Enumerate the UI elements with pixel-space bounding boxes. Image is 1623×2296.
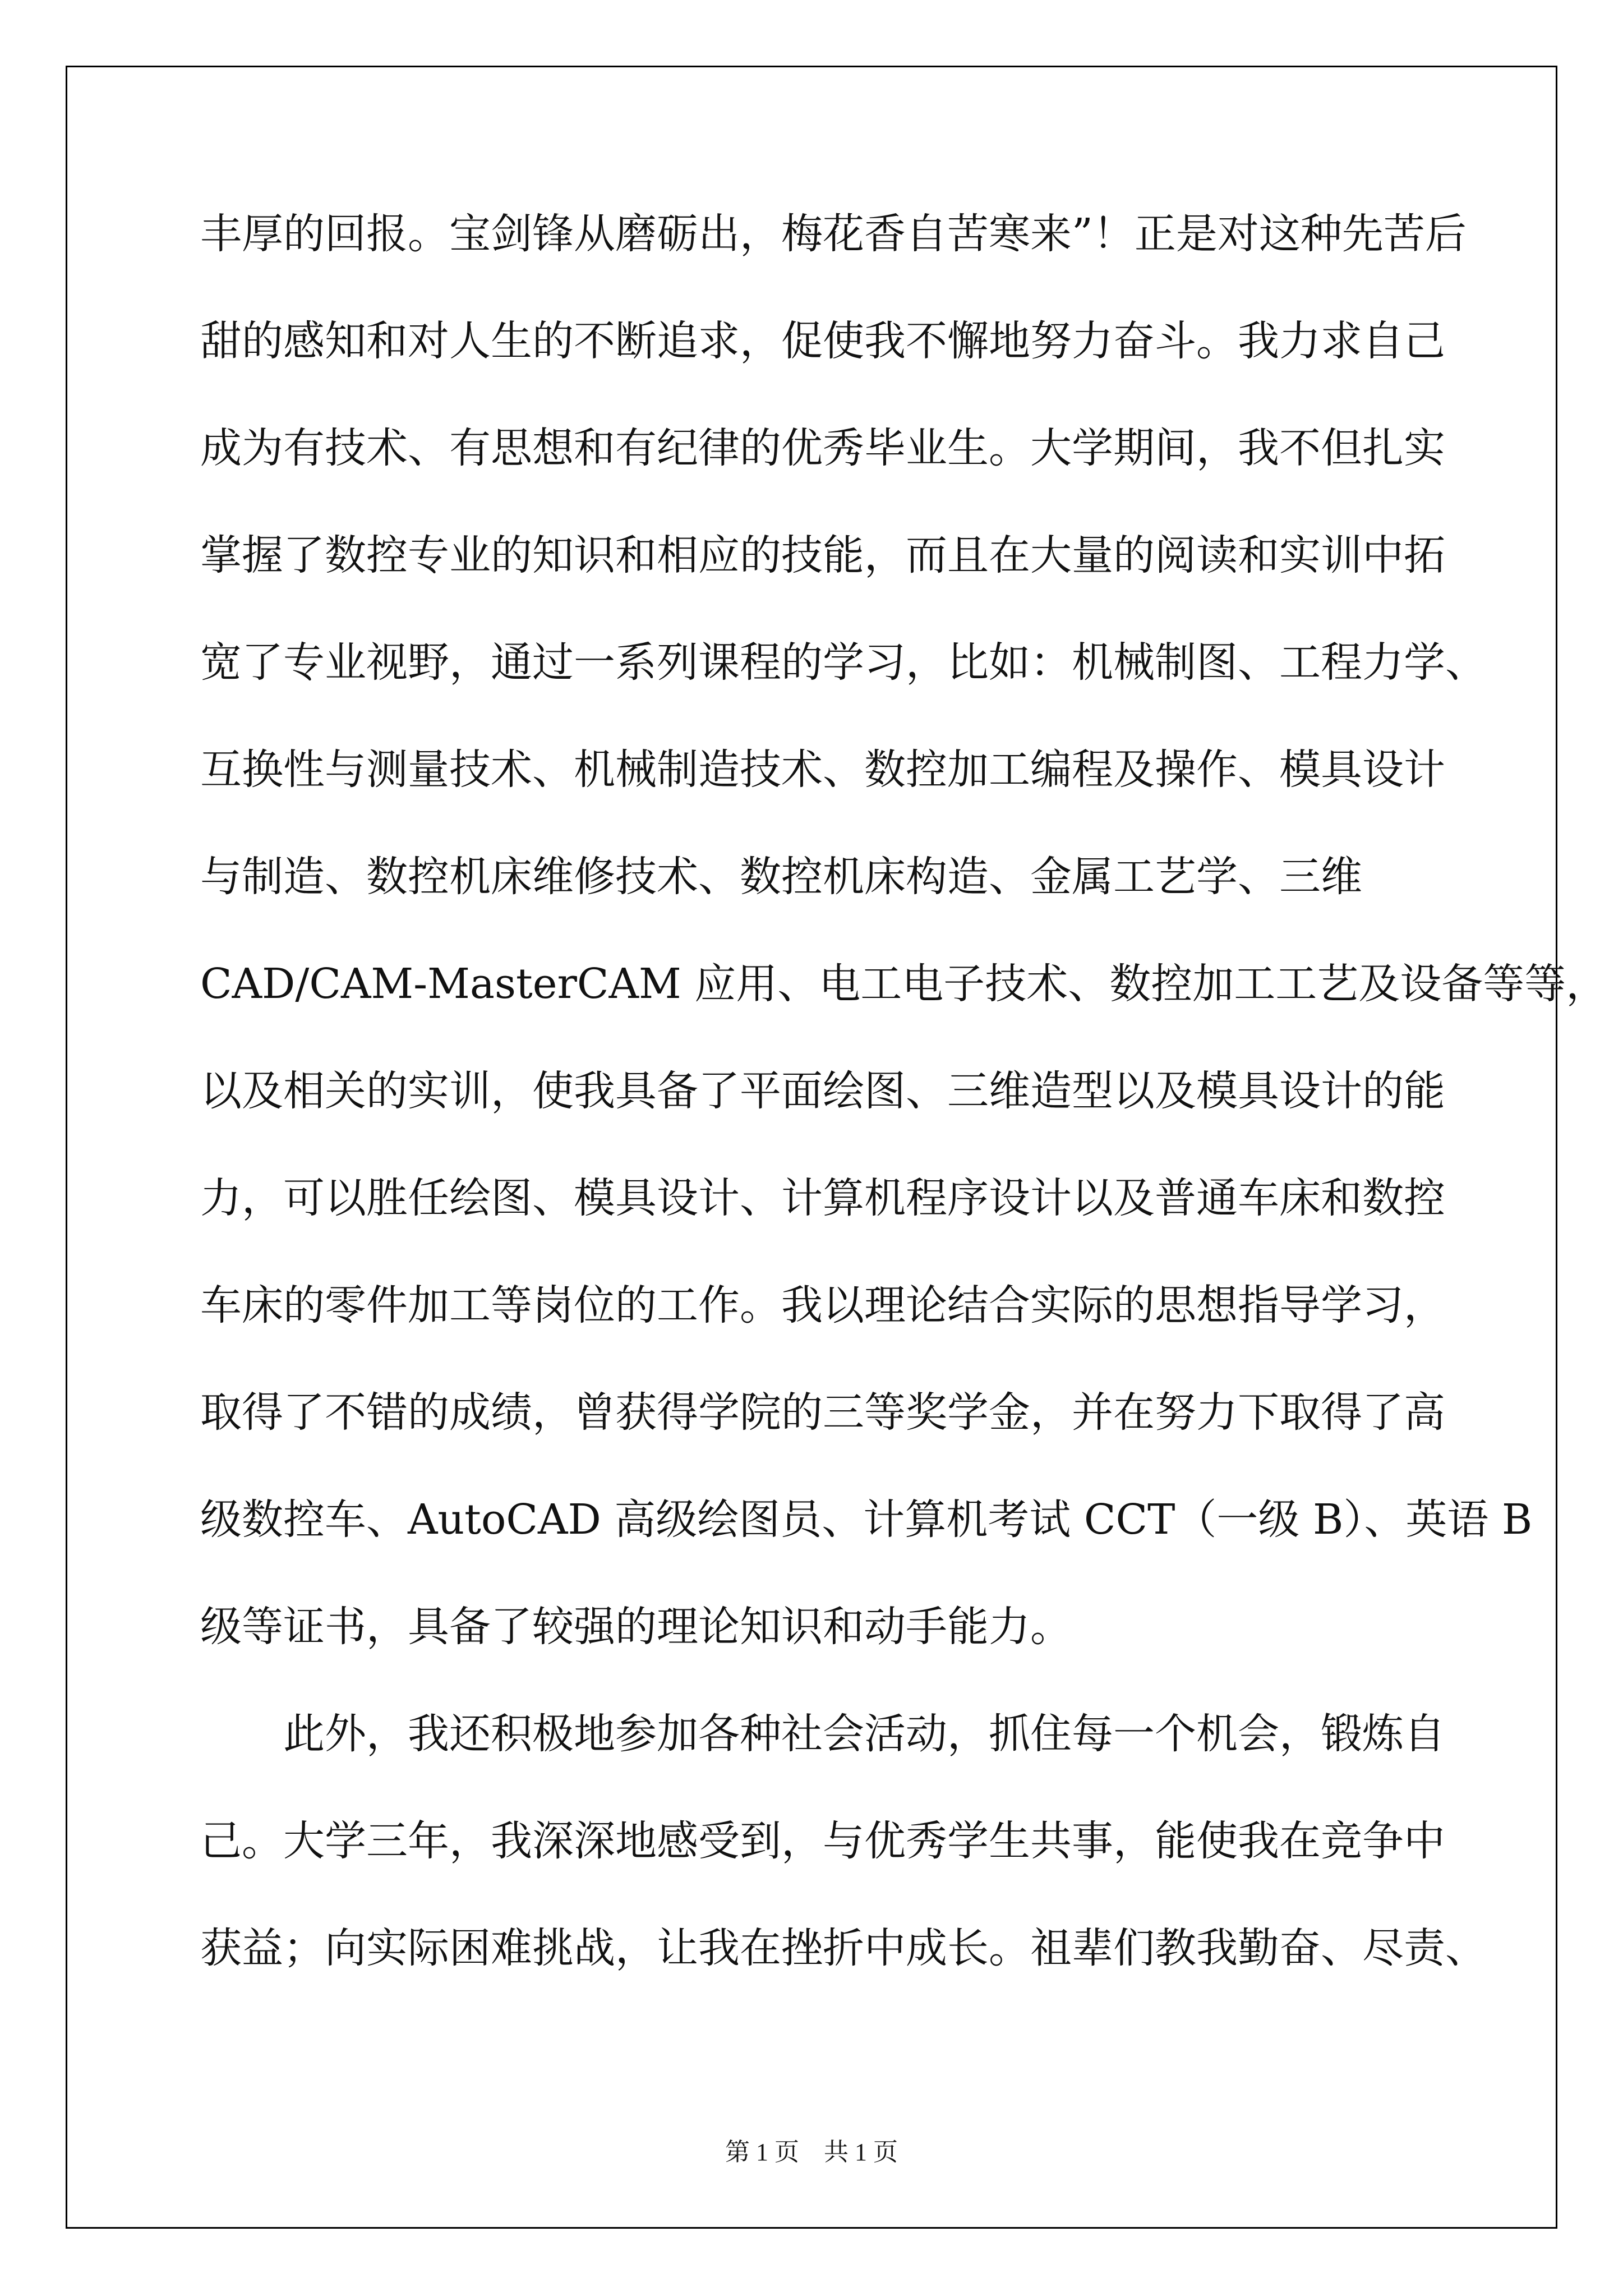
text-line: 车床的零件加工等岗位的工作。我以理论结合实际的思想指导学习， (200, 1281, 1445, 1329)
text-line: 与制造、数控机床维修技术、数控机床构造、金属工艺学、三维 (200, 853, 1362, 901)
page-footer: 第 1 页 共 1 页 (725, 2138, 898, 2166)
text-line: 此外，我还积极地参加各种社会活动，抓住每一个机会，锻炼自 (283, 1710, 1445, 1758)
text-line: 获益；向实际困难挑战，让我在挫折中成长。祖辈们教我勤奋、尽责、 (200, 1924, 1487, 1972)
text-line: 掌握了数控专业的知识和相应的技能，而且在大量的阅读和实训中拓 (200, 531, 1445, 579)
text-line: 取得了不错的成绩，曾获得学院的三等奖学金，并在努力下取得了高 (200, 1388, 1445, 1437)
text-line: 级数控车、AutoCAD 高级绘图员、计算机考试 CCT（一级 B）、英语 B (200, 1496, 1533, 1544)
text-line: 宽了专业视野，通过一系列课程的学习，比如：机械制图、工程力学、 (200, 638, 1487, 687)
document-body (200, 203, 1608, 2024)
text-line: 甜的感知和对人生的不断追求，促使我不懈地努力奋斗。我力求自己 (200, 317, 1445, 365)
text-line: 力，可以胜任绘图、模具设计、计算机程序设计以及普通车床和数控 (200, 1174, 1445, 1222)
text-line: 己。大学三年，我深深地感受到，与优秀学生共事，能使我在竞争中 (200, 1817, 1445, 1865)
text-line: 以及相关的实训，使我具备了平面绘图、三维造型以及模具设计的能 (200, 1067, 1445, 1115)
text-line: 丰厚的回报。宝剑锋从磨砺出，梅花香自苦寒来”！正是对这种先苦后 (200, 210, 1467, 258)
text-line: 互换性与测量技术、机械制造技术、数控加工编程及操作、模具设计 (200, 746, 1445, 794)
text-line: CAD/CAM-MasterCAM 应用、电工电子技术、数控加工工艺及设备等等， (200, 960, 1608, 1008)
text-line: 成为有技术、有思想和有纪律的优秀毕业生。大学期间，我不但扎实 (200, 424, 1445, 472)
text-line: 级等证书，具备了较强的理论知识和动手能力。 (200, 1603, 1072, 1651)
